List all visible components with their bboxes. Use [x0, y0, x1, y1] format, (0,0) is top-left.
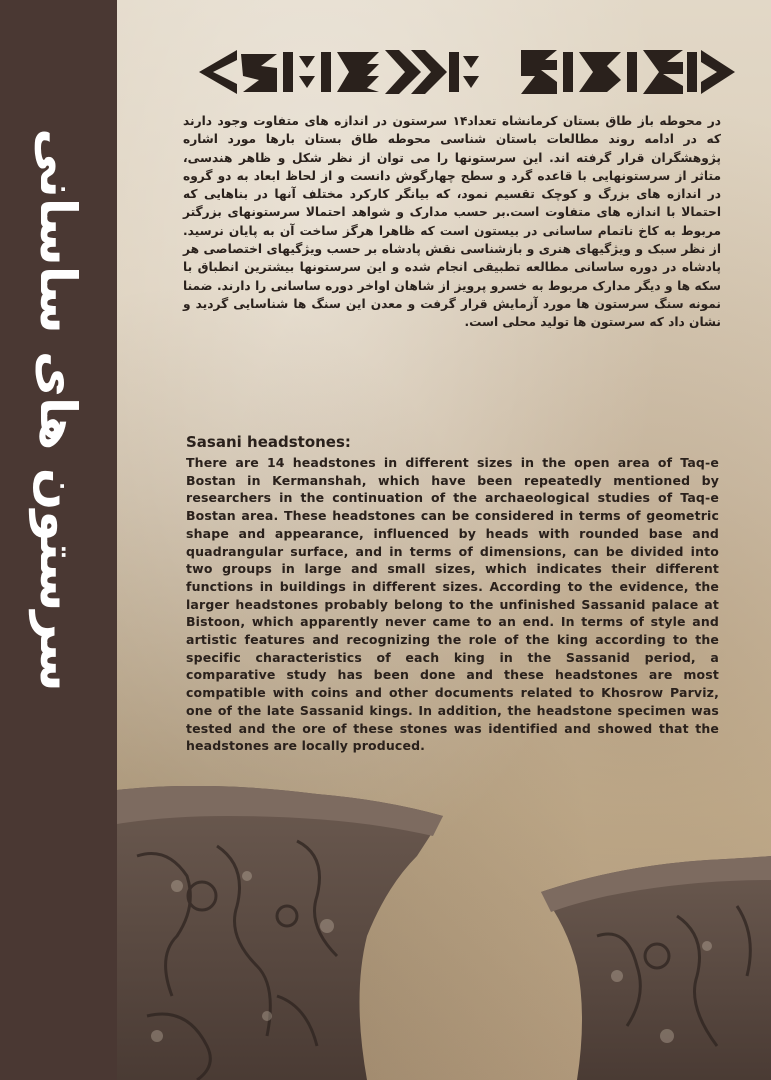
sidebar-title: سرستون های ساسانی [29, 128, 87, 692]
english-paragraph: There are 14 headstones in different sizes in the open area of Taq-e Bostan in Kermanshah, which have been repeatedly mentioned by researchers in the continuation of the archaeological studies of Taq-e Bostan area. These headstones can be considered in terms of geometric shape and appearance, influenced by heads with rounded base and quadrangular surface, and in terms of dimensions, can be divided into two groups in large and small sizes, which indicates their different functions in buildings in different sizes. According to the evidence, the larger headstones probably belong to the unfinished Sassanid palace at Bistoon, which apparently never came to an end. In terms of style and artistic features and recognizing the role of the king according to the specific characteristics of each king in the Sassanid period, a comparative study has been done and these headstones are most compatible with coins and other documents related to Khosrow Parviz, one of the late Sassanid kings. In addition, the headstone specimen was tested and the ore of these stones was identified and showed that the headstones are locally produced. [186, 455, 719, 754]
paper-panel [117, 0, 771, 1080]
capital-relief-left-image [117, 786, 447, 1080]
sidebar [0, 0, 117, 1080]
persian-paragraph: در محوطه باز طاق بستان کرمانشاه تعداد۱۴ سرستون در اندازه های متفاوت وجود دارند که در ادامه روند مطالعات باستان شناسی محوطه طاق بستان بارها مورد اشاره پژوهشگران قرار گرفته اند. این سرستونها را می توان از نظر شکل و ظاهر هندسی، متاثر از سرستونهایی با قاعده گرد و سطح چهارگوش دانست و از لحاظ ابعاد به دو گروه در اندازه های بزرگ و کوچک تقسیم نمود، که بیانگر کارکرد مختلف آنها در بناهایی که احتمالا با اندازه های متفاوت است.بر حسب مدارک و شواهد احتمالا سرستونهای بزرگتر مربوط به کاخ ناتمام ساسانی در بیستون است که ظاهرا هرگز ساخت آن به پایان نرسید. از نظر سبک و ویژگیهای هنری و بازشناسی نقش پادشاه بر حسب ویژگیهای اختصاصی هر پادشاه در دوره ساسانی مطالعه تطبیقی انجام شده و این سرستونها بیشترین انطباق با سکه ها و دیگر مدارک مربوط به خسرو پرویز از شاهان اواخر دوره ساسانی را دارند. ضمنا نمونه سنگ سرستون ها مورد آزمایش قرار گرفت و معدن این سنگ ها شناسایی گردید و نشان داد که سرستون ها تولید محلی است. [183, 114, 721, 330]
english-heading: Sasani headstones: [186, 433, 351, 451]
capital-relief-right-image [537, 856, 771, 1080]
cuneiform-title-icon [197, 46, 737, 98]
english-section [186, 432, 719, 755]
